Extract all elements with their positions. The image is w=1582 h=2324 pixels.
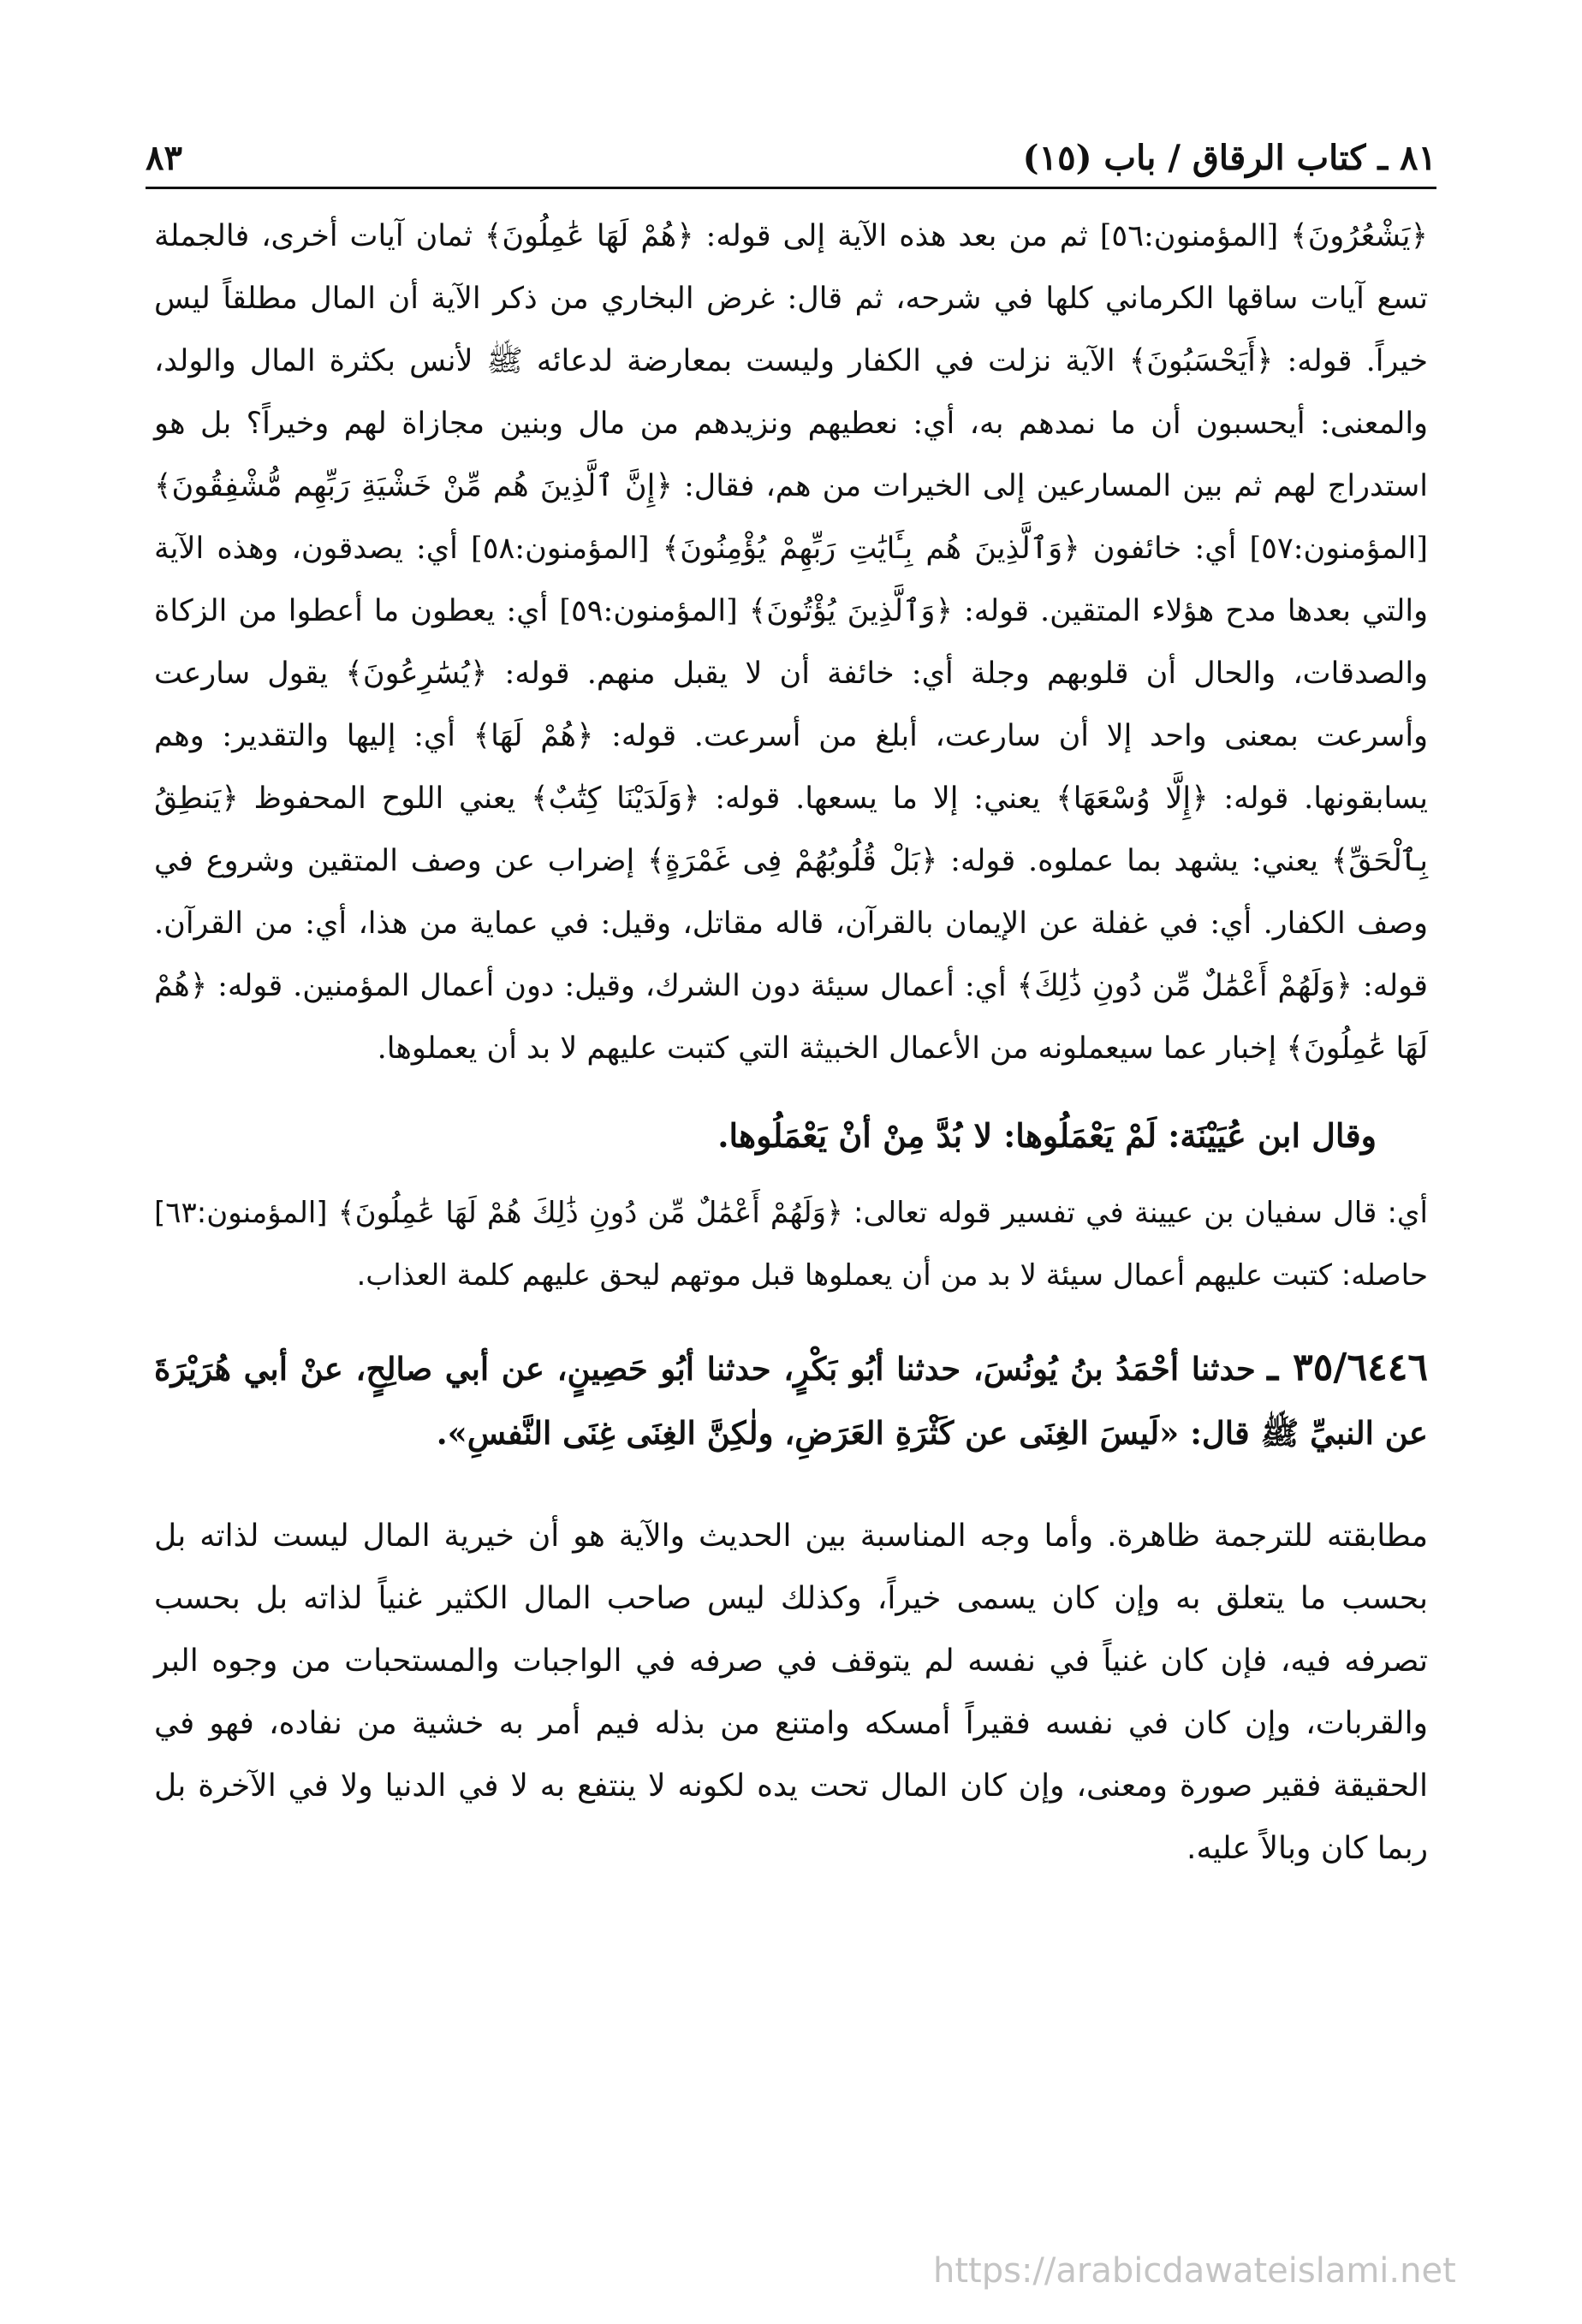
page-number: ٨٣ <box>146 138 182 178</box>
commentary-paragraph-2: أي: قال سفيان بن عيينة في تفسير قوله تعالى: ﴿وَلَهُمْ أَعْمَٰلٌ مِّن دُونِ ذَٰلِكَ هُمْ لَهَا عَٰمِلُونَ﴾ [المؤمنون:٦٣] حاصله: كتبت عليهم أعمال سيئة لا بد من أن يعملوها قبل موتهم ليحق عليهم كلمة العذاب. <box>154 1196 1428 1293</box>
commentary-paragraph-1: ﴿يَشْعُرُونَ﴾ [المؤمنون:٥٦] ثم من بعد هذه الآية إلى قوله: ﴿هُمْ لَهَا عَٰمِلُونَ﴾ ثمان آيات أخرى، فالجملة تسع آيات ساقها الكرماني كلها في شرحه، ثم قال: غرض البخاري من ذكر الآية أن المال مطلقاً ليس خيراً. قوله: ﴿أَيَحْسَبُونَ﴾ الآية نزلت في الكفار وليست بمعارضة لدعائه ﷺ لأنس بكثرة المال والولد، والمعنى: أيحسبون أن ما نمدهم به، أي: نعطيهم ونزيدهم من مال وبنين مجازاة لهم وخيراً؟ بل هو استدراج لهم ثم بين المسارعين إلى الخيرات من هم، فقال: ﴿إِنَّ ٱلَّذِينَ هُم مِّنْ خَشْيَةِ رَبِّهِم مُّشْفِقُونَ﴾ [المؤمنون:٥٧] أي: خائفون ﴿وَٱلَّذِينَ هُم بِـَٔايَٰتِ رَبِّهِمْ يُؤْمِنُونَ﴾ [المؤمنون:٥٨] أي: يصدقون، وهذه الآية والتي بعدها مدح هؤلاء المتقين. قوله: ﴿وَٱلَّذِينَ يُؤْتُونَ﴾ [المؤمنون:٥٩] أي: يعطون ما أعطوا من الزكاة والصدقات، والحال أن قلوبهم وجلة أي: خائفة أن لا يقبل منهم. قوله: ﴿يُسَٰرِعُونَ﴾ يقول سارعت وأسرعت بمعنى واحد إلا أن سارعت، أبلغ من أسرعت. قوله: ﴿هُمْ لَهَا﴾ أي: إليها والتقدير: وهم يسابقونها. قوله: ﴿إِلَّا وُسْعَهَا﴾ يعني: إلا ما يسعها. قوله: ﴿وَلَدَيْنَا كِتَٰبٌ﴾ يعني اللوح المحفوظ ﴿يَنطِقُ بِٱلْحَقِّ﴾ يعني: يشهد بما عملوه. قوله: ﴿بَلْ قُلُوبُهُمْ فِى غَمْرَةٍ﴾ إضراب عن وصف المتقين وشروع في وصف الكفار. أي: في غفلة عن الإيمان بالقرآن، قاله مقاتل، وقيل: في عماية من هذا، أي: من القرآن. قوله: ﴿وَلَهُمْ أَعْمَٰلٌ مِّن دُونِ ذَٰلِكَ﴾ أي: أعمال سيئة دون الشرك، وقيل: دون أعمال المؤمنين. قوله: ﴿هُمْ لَهَا عَٰمِلُونَ﴾ إخبار عما سيعملونه من الأعمال الخبيثة التي كتبت عليهم لا بد أن يعملوها. <box>154 219 1428 1066</box>
hadith-number: ٣٥/٦٤٤٦ ـ <box>1267 1346 1428 1389</box>
ibn-uyaynah-quote: وقال ابن عُيَيْنَة: لَمْ يَعْمَلُوها: لا بُدَّ مِنْ أنْ يَعْمَلُوها. <box>717 1116 1377 1155</box>
chapter-title: ٨١ ـ كتاب الرقاق / باب (١٥) <box>1022 138 1436 178</box>
hadith-text: حدثنا أحْمَدُ بنُ يُونُسَ، حدثنا أبُو بَكْرٍ، حدثنا أبُو حَصِينٍ، عن أبي صالِحٍ، عنْ أبي هُرَيْرَةَ عن النبيِّ ﷺ قال: «لَيسَ الغِنَى عن كَثْرَةِ العَرَضِ، ولٰكِنَّ الغِنَى غِنَى النَّفسِ». <box>154 1350 1428 1452</box>
header-divider <box>146 187 1436 189</box>
hadith-block <box>154 1336 1428 1465</box>
commentary-paragraph-3: مطابقته للترجمة ظاهرة. وأما وجه المناسبة بين الحديث والآية هو أن خيرية المال ليست لذاته بل بحسب ما يتعلق به وإن كان يسمى خيراً، وكذلك ليس صاحب المال الكثير غنياً لذاته بل بحسب تصرفه فيه، فإن كان غنياً في نفسه لم يتوقف في صرفه في الواجبات والمستحبات من وجوه البر والقربات، وإن كان في نفسه فقيراً أمسكه وامتنع من بذله فيم أمر به خشية من نفاده، فهو في الحقيقة فقير صورة ومعنى، وإن كان المال تحت يده لكونه لا ينتفع به لا في الدنيا ولا في الآخرة بل ربما كان وبالاً عليه. <box>154 1519 1428 1866</box>
page-header <box>146 110 1436 178</box>
page-body <box>154 205 1428 1880</box>
watermark-url: https://arabicdawateislami.net <box>933 2251 1456 2291</box>
